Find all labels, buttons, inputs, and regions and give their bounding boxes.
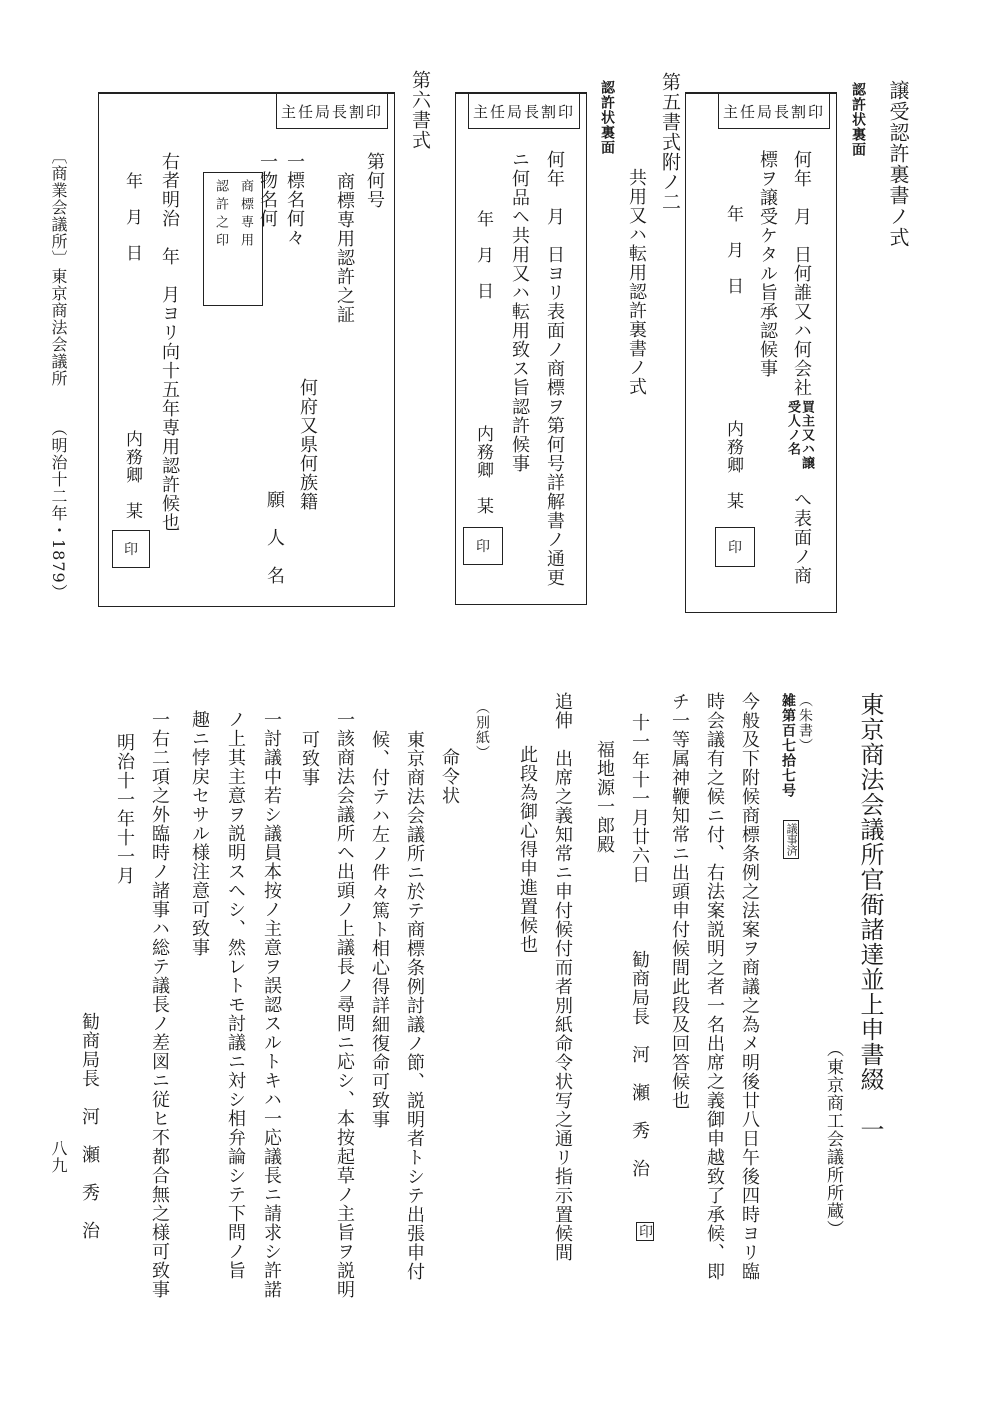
order-line8: 一右二項之外臨時ノ諸事ハ総テ議長ノ差図ニ従ヒ不都合無之様可致事	[149, 710, 170, 1299]
order-line1: 東京商法会議所ニ於テ商標条例討議ノ節、説明者トシテ出張申付	[404, 730, 425, 1281]
form5-date: 年 月 日	[473, 210, 493, 300]
form4-header	[718, 94, 830, 129]
postscript-line2: 此段為御心得申進置候也	[517, 745, 538, 954]
form5-subtitle: 共用又ハ転用認許裏書ノ式	[626, 168, 647, 396]
form6-item1: 一標名何々	[284, 152, 305, 247]
form4-line1-text: 何年 月 日何誰又ハ何会社	[791, 150, 812, 397]
letter-line2: 時会議有之候ニ付、右法案説明之者一名出席之義御申越致了承候、即	[704, 692, 725, 1281]
form5-seal-box: 印	[463, 527, 503, 565]
form6-applicant: 願 人 名	[264, 490, 285, 585]
order-date: 明治十一年十一月	[114, 733, 135, 885]
document-number: 雑第百七拾七号	[780, 693, 796, 798]
form5-signer: 内務卿 某	[473, 425, 493, 515]
form6-signer: 内務卿 某	[122, 430, 142, 520]
form4-header-seal: 主任局長割印	[722, 102, 825, 121]
form5-header-seal: 主任局長割印	[472, 102, 575, 121]
document-source: （東京商工会議所所蔵）	[823, 1040, 843, 1238]
letter-recipient: 福地源一郎殿	[594, 740, 615, 854]
trademark-seal-line2: 認許之印	[213, 179, 228, 251]
form4-inline-b: 受人ノ名	[785, 400, 800, 456]
letter-line3: チ一等属神鞭知常ニ出頭申付候間此段及回答候也	[669, 692, 690, 1110]
form4-seal-box: 印	[715, 527, 755, 567]
letter-date: 十一年十一月廿六日	[629, 713, 650, 884]
form4-title: 譲受認許裏書ノ式	[886, 80, 910, 248]
letter-line1: 今般及下附候商標条例之法案ヲ商議之為メ明後廿八日午後四時ヨリ臨	[739, 692, 760, 1281]
form4-date: 年 月 日	[723, 205, 743, 295]
order-line4: 可致事	[299, 730, 320, 787]
postscript-line1: 追伸 出席之義知常ニ申付候付而者別紙命令状写之通リ指示置候間	[552, 692, 573, 1262]
ink-note: （朱書）	[797, 693, 813, 753]
form6-applicant-origin: 何府又県何族籍	[297, 378, 318, 511]
trademark-seal	[203, 172, 263, 306]
order-title: 命令状	[439, 748, 460, 805]
letter-sender-seal: 印	[637, 1224, 653, 1239]
form4-signer: 内務卿 某	[723, 420, 743, 510]
order-line7: 趣ニ悖戻セサル様注意可致事	[189, 710, 210, 957]
form6-seal-box: 印	[112, 530, 150, 568]
form6-date: 年 月 日	[122, 172, 142, 262]
order-sender: 勧商局長 河 瀬 秀 治	[79, 1012, 100, 1240]
side-bracket: 〔商業会議所〕	[49, 148, 68, 267]
form4-line2: 標ヲ譲受ケタル旨承認候事	[757, 150, 778, 378]
page-number: 八九	[49, 1140, 68, 1174]
form5-header	[468, 94, 580, 129]
form5-label: 認許状裏面	[599, 80, 615, 155]
side-org: 東京商法会議所	[49, 268, 68, 387]
form4-inline-a: 買主又ハ譲	[799, 400, 814, 470]
form6-header-seal: 主任局長割印	[280, 102, 383, 121]
order-line3: 一該商法会議所ヘ出頭ノ上議長ノ尋問ニ応シ、本按起草ノ主旨ヲ説明	[334, 710, 355, 1299]
form6-title: 第六書式	[409, 70, 431, 150]
form5-title: 第五書式附ノ二	[659, 72, 681, 212]
order-line5: 一討議中若シ議員本按ノ主意ヲ誤認スルトキハ一応議長ニ請求シ許諾	[261, 710, 282, 1299]
letter-sender: 勧商局長 河 瀬 秀 治	[629, 950, 650, 1178]
form5-line1: 何年 月 日ヨリ表面ノ商標ヲ第何号詳解書ノ通更	[544, 150, 565, 587]
form4-label: 認許状裏面	[850, 82, 866, 157]
order-line2: 候、付テハ左ノ件々篤ト相心得詳細復命可致事	[369, 730, 390, 1129]
form6-item2: 一物名何	[257, 152, 278, 228]
form4-line1	[792, 150, 810, 397]
attachment-label: （別紙）	[474, 700, 490, 760]
document-title: 東京商法会議所官衙諸達並上申書綴 一	[856, 692, 884, 1142]
side-year: （明治十二年・1879）	[49, 420, 68, 601]
form6-header	[276, 94, 388, 129]
form6-number: 第何号	[364, 152, 385, 209]
form6-closing: 右者明治 年 月ヨリ向十五年専用認許候也	[159, 152, 180, 532]
form6-cert-title: 商標専用認許之証	[334, 172, 355, 324]
form5-line2: ニ何品ヘ共用又ハ転用致ス旨認許候事	[509, 150, 530, 473]
meeting-stamp: 議事済	[783, 820, 799, 859]
order-line6: ノ上其主意ヲ説明スヘシ、然レトモ討議ニ対シ相弁論シテ下問ノ旨	[225, 710, 246, 1280]
trademark-seal-line1: 商標専用	[238, 179, 253, 251]
form4-line1-end: へ表面ノ商	[791, 490, 812, 585]
